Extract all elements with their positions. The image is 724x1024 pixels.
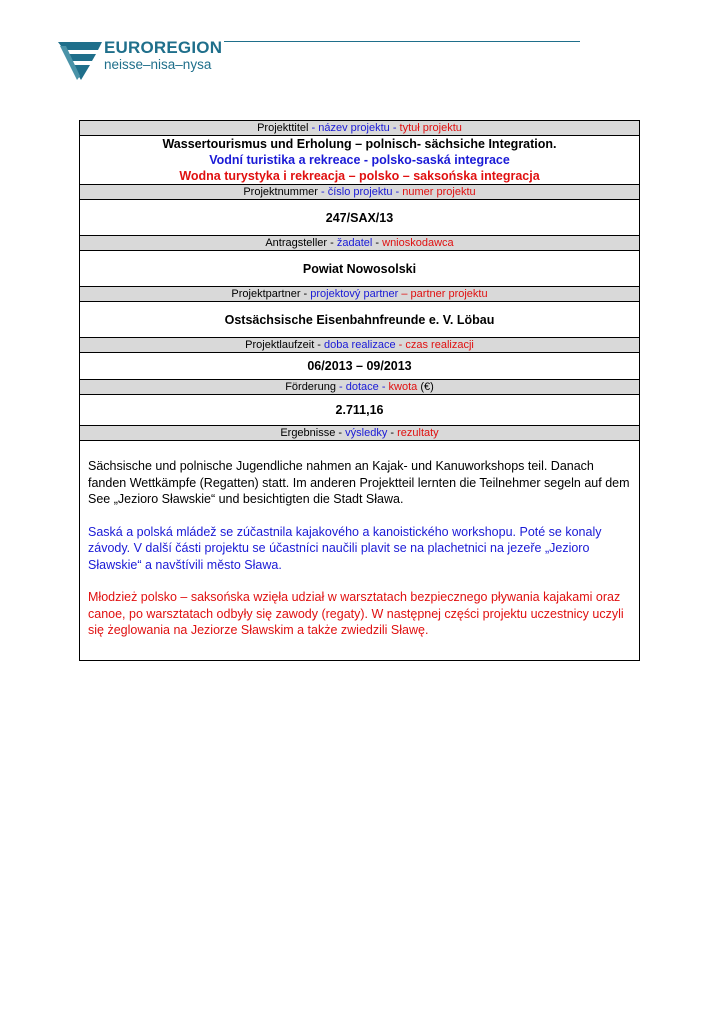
project-table bbox=[79, 120, 640, 661]
value-projektpartner: Ostsächsische Eisenbahnfreunde e. V. Löbau bbox=[80, 302, 640, 338]
logo-subtitle: neisse–nisa–nysa bbox=[104, 57, 212, 72]
label-projektpartner: Projektpartner - projektový partner – partner projektu bbox=[80, 287, 640, 302]
value-antragsteller: Powiat Nowosolski bbox=[80, 251, 640, 287]
header-divider bbox=[224, 41, 580, 42]
label-projekttitel: Projekttitel - název projektu - tytuł projektu bbox=[80, 121, 640, 136]
title-cz: Vodní turistika a rekreace - polsko-saská integrace bbox=[209, 153, 510, 167]
label-ergebnisse: Ergebnisse - výsledky - rezultaty bbox=[80, 426, 640, 441]
label-antragsteller: Antragsteller - žadatel - wnioskodawca bbox=[80, 236, 640, 251]
results-pl: Młodzież polsko – saksońska wzięła udział w warsztatach bezpiecznego pływania kajakami oraz canoe, po warsztatach odbyły się zawody (regaty). W następnej części projektu uczestnicy uczyli się żeglowania na Jeziorze Sławskim a także zwiedzili Sławę. bbox=[88, 590, 624, 637]
value-ergebnisse bbox=[80, 441, 640, 661]
euroregion-logo-icon bbox=[58, 38, 102, 82]
results-cz: Saská a polská mládež se zúčastnila kajakového a kanoistického workshopu. Poté se konaly závody. V další části projektu se účastníci naučili plavit se na plachetnici na jezeře „Jezioro Sławskie“ a navštívili město Sława. bbox=[88, 524, 602, 572]
euroregion-logo bbox=[58, 38, 258, 82]
label-projektlaufzeit: Projektlaufzeit - doba realizace - czas realizacji bbox=[80, 338, 640, 353]
results-de: Sächsische und polnische Jugendliche nahmen an Kajak- und Kanuworkshops teil. Danach fanden Wettkämpfe (Regatten) statt. Im anderen Projektteil lernten die Teilnehmer segeln auf dem See „Jezioro Sławskie“ und besichtigten die Stadt Sława. bbox=[88, 459, 630, 506]
label-projektnummer: Projektnummer - číslo projektu - numer projektu bbox=[80, 185, 640, 200]
value-foerderung: 2.711,16 bbox=[80, 395, 640, 426]
value-projektlaufzeit: 06/2013 – 09/2013 bbox=[80, 353, 640, 380]
title-pl: Wodna turystyka i rekreacja – polsko – saksońska integracja bbox=[179, 169, 540, 183]
logo-title: EUROREGION bbox=[104, 38, 223, 57]
value-projekttitel bbox=[80, 136, 640, 185]
value-projektnummer: 247/SAX/13 bbox=[80, 200, 640, 236]
title-de: Wassertourismus und Erholung – polnisch- sächsiche Integration. bbox=[162, 137, 557, 151]
label-foerderung: Förderung - dotace - kwota (€) bbox=[80, 380, 640, 395]
